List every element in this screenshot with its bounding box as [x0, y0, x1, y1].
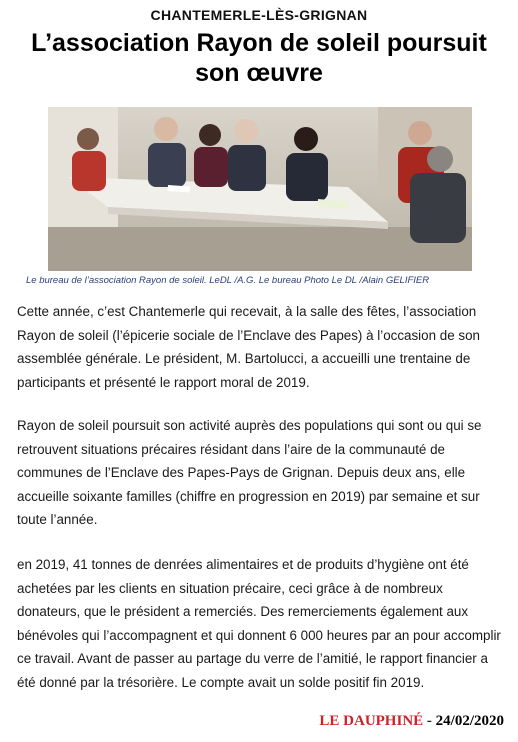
publication-name: LE DAUPHINÉ	[319, 713, 424, 729]
article-paragraph-1: Cette année, c’est Chantemerle qui recevait, à la salle des fêtes, l’association Rayon de soleil (l’épicerie sociale de l’Enclave des Papes) à l’occasion de son assemblée générale. Le président, M. Bartolucci, a accueilli une trentaine de participants et présenté le rapport moral de 2019.	[17, 304, 480, 390]
footer-separator: -	[426, 713, 432, 729]
photo-caption: Le bureau de l’association Rayon de soleil. LeDL /A.G. Le bureau Photo Le DL /Alain GELIFIER	[26, 275, 430, 286]
publication-date: 24/02/2020	[435, 713, 504, 729]
article-paragraph-2: Rayon de soleil poursuit son activité auprès des populations qui sont ou qui se retrouvent situations précaires résidant dans l’aire de la communauté de communes de l’Enclave des Papes-Pays de Grignan. Depuis deux ans, elle accueille soixante familles (chiffre en progression en 2019) par semaine et sur toute l’année.	[17, 418, 482, 527]
meeting-photo-illustration	[48, 107, 472, 271]
article-headline: L’association Rayon de soleil poursuit son œuvre	[31, 29, 487, 87]
publication-footer	[319, 713, 504, 730]
article-paragraph-3: en 2019, 41 tonnes de denrées alimentaires et de produits d’hygiène ont été achetées par les clients en situation précaire, ceci grâce à de nombreux donateurs, que le président a remerciés. Des remerciements également aux bénévoles qui l’accompagnent et qui donnent 6 000 heures par an pour accomplir ce travail. Avant de passer au partage du verre de l’amitié, le rapport financier a été donné par la trésorière. Le compte avait un solde positif fin 2019.	[17, 557, 501, 690]
article-photo	[48, 107, 472, 271]
article-kicker: CHANTEMERLE-LÈS-GRIGNAN	[150, 7, 368, 23]
